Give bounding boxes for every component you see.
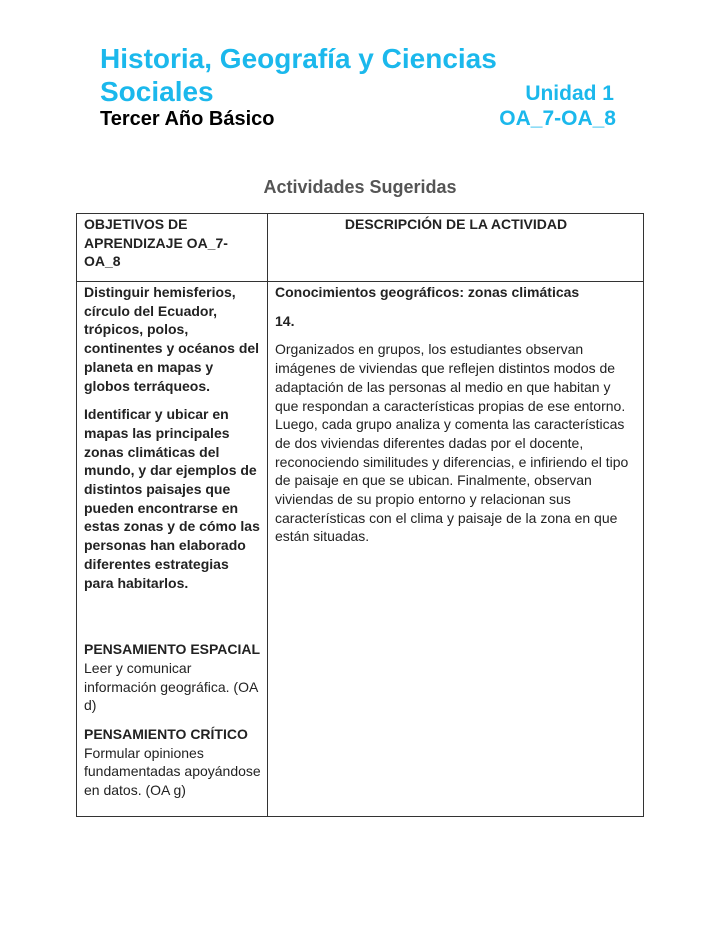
- activities-table: [76, 213, 644, 817]
- skill-1-text: Leer y comunicar información geográfica. (OA d): [84, 659, 259, 714]
- objective-1: Distinguir hemisferios, círculo del Ecuador, trópicos, polos, continentes y océanos del planeta en mapas y globos terráqueos.: [84, 284, 260, 394]
- table-row: [77, 282, 644, 817]
- unit-label: Unidad 1: [525, 82, 614, 105]
- skill-2-text: Formular opiniones fundamentadas apoyándose en datos. (OA g): [84, 744, 261, 799]
- grade-label: Tercer Año Básico: [100, 108, 275, 130]
- activity-title: Conocimientos geográficos: zonas climáticas: [275, 284, 580, 300]
- subject-title: Historia, Geografía y Ciencias Sociales: [100, 43, 497, 107]
- skill-1-title: PENSAMIENTO ESPACIAL: [84, 641, 261, 658]
- section-title: Actividades Sugeridas: [263, 177, 457, 197]
- skill-2-title: PENSAMIENTO CRÍTICO: [84, 726, 248, 743]
- description-header: DESCRIPCIÓN DE LA ACTIVIDAD: [268, 214, 644, 282]
- activity-number: 14.: [275, 312, 295, 329]
- table-header-row: [77, 214, 644, 282]
- objectives-cell: [77, 282, 268, 817]
- objectives-header: [77, 214, 268, 282]
- activity-text: Organizados en grupos, los estudiantes observan imágenes de viviendas que reflejen distintos modos de adaptación de las personas al medio en que habitan y que respondan a características propias de ese entorno. Luego, cada grupo analiza y comenta las características de dos viviendas diferentes dadas por el docente, reconociendo similitudes y diferencias, e infiriendo el tipo de paisaje en que se ubican. Finalmente, observan viviendas de su propio entorno y relacionan sus características con el clima y paisaje de la zona en que están situadas.: [275, 341, 629, 545]
- description-cell: [268, 282, 644, 817]
- objective-2: Identificar y ubicar en mapas las principales zonas climáticas del mundo, y dar ejemplos de distintos paisajes que pueden encontrarse en estas zonas y de cómo las personas han elaborado diferentes estrategias para habitarlos.: [84, 406, 260, 591]
- oa-label: OA_7-OA_8: [499, 107, 616, 130]
- objectives-header-text: OBJETIVOS DE APRENDIZAJE OA_7- OA_8: [84, 216, 228, 270]
